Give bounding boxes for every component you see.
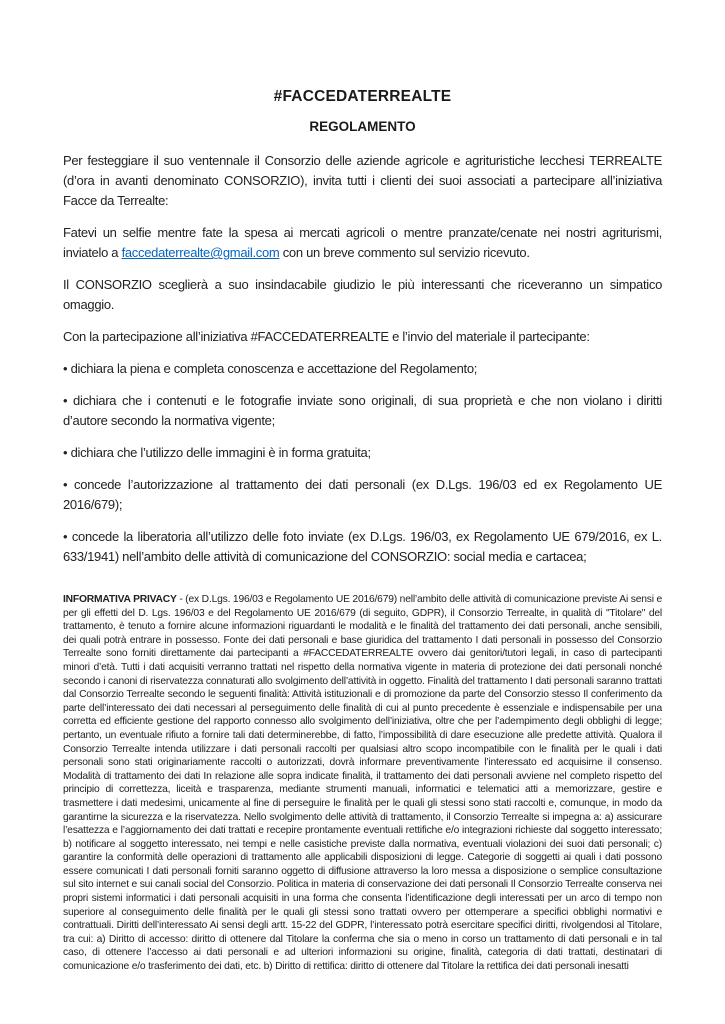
document-title: #FACCEDATERREALTE <box>273 88 452 105</box>
paragraph-intro: Per festeggiare il suo ventennale il Consorzio delle aziende agricole e agrituristiche lecchesi TERREALTE (d’ora in avanti denominato CONSORZIO), invita tutti i clienti dei suoi associati a partecipare all’iniziativa Facce da Terrealte: <box>63 153 662 208</box>
privacy-body: - (ex D.Lgs. 196/03 e Regolamento UE 2016/679) nell’ambito delle attività di comunicazione previste Ai sensi e per gli effetti del D. Lgs. 196/03 e del Regolamento UE 2016/679 (di seguito, GDPR), il Consorzio Terrealte, in qualità di "Titolare" del trattamento, è tenuto a fornire alcune informazioni riguardanti le modalità e le finalità del trattamento dei dati personali, anche sensibili, dei quali potrà entrare in possesso. Fonte dei dati personali e base giuridica del trattamento I dati personali in possesso del Consorzio Terrealte sono forniti direttamente dai partecipanti a #FACCEDATERREALTE ovvero dai genitori/tutori legali, in caso di partecipanti minori d’età. Tutti i dati acquisiti verranno trattati nel rispetto della normativa vigente in materia di protezione dei dati personali nonché secondo i canoni di riservatezza connaturati allo svolgimento dell’attività in oggetto. Finalità del trattamento I dati personali saranno trattati dal Consorzio Terrealte secondo le seguenti finalità: Attività istituzionali e di promozione da parte del Consorzio stesso Il conferimento da parte dell’interessato dei dati necessari al perseguimento delle finalità di cui al punto precedente è essenziale e indispensabile per una corretta ed efficiente gestione del rapporto connesso allo svolgimento dell’iniziativa, oltre che per l’adempimento degli obblighi di legge; pertanto, un eventuale rifiuto a fornire tali dati determinerebbe, di fatto, l’impossibilità di dare esecuzione alle predette attività. Qualora il Consorzio Terrealte intenda utilizzare i dati personali raccolti per qualsiasi altro scopo incompatibile con le finalità per le quali i dati personali sono stati originariamente raccolti o autorizzati, dovrà informare preventivamente l’interessato ed acquisirne il consenso. Modalità di trattamento dei dati In relazione alle sopra indicate finalità, il trattamento dei dati personali avviene nel completo rispetto del principio di correttezza, liceità e trasparenza, mediante strumenti manuali, informatici e telematici atti a memorizzare, gestire e trasmettere i dati medesimi, unicamente al fine di perseguire le finalità per le quali gli stessi sono stati raccolti e, comunque, in modo da garantirne la sicurezza e la riservatezza. Nello svolgimento delle attività di trattamento, il Consorzio Terrealte si impegna a: a) assicurare l’esattezza e l’aggiornamento dei dati trattati e recepire prontamente eventuali rettifiche e/o integrazioni richieste dal soggetto interessato; b) notificare al soggetto interessato, nei tempi e nelle casistiche previste dalla normativa, eventuali violazioni dei suoi dati personali; c) garantire la conformità delle operazioni di trattamento alle applicabili disposizioni di legge. Categorie di soggetti ai quali i dati possono essere comunicati I dati personali forniti saranno oggetto di diffusione attraverso la loro messa a disposizione o semplice consultazione sul sito internet e sui canali social del Consorzio. Politica in materia di conservazione dei dati personali Il Consorzio Terrealte conserva nei propri sistemi informatici i dati personali acquisiti in una forma che consenta l’identificazione degli interessati per un arco di tempo non superiore al conseguimento delle finalità per le quali gli stessi sono trattati ovvero per ottemperare a specifici obblighi normativi e contrattuali. Diritti dell’interessato Ai sensi degli artt. 15-22 del GDPR, l’interessato potrà esercitare specifici diritti, rivolgendosi al Titolare, tra cui: a) Diritto di accesso: diritto di ottenere dal Titolare la conferma che sia o meno in corso un trattamento di dati personali e in tal caso, di ottenere l’accesso ai dati personali e ad ulteriori informazioni su origine, finalità, categoria di dati trattati, destinatari di comunicazione e/o trasferimento dei dati, etc. b) Diritto di rettifica: diritto di ottenere dal Titolare la rettifica dei dati personali inesatti <box>63 594 662 973</box>
email-link[interactable]: faccedaterrealte@gmail.com <box>121 245 280 260</box>
bullet-item-autorizzazione: • concede l’autorizzazione al trattamento dei dati personali (ex D.Lgs. 196/03 ed ex Regolamento UE 2016/679); <box>63 477 662 512</box>
paragraph-participation: Con la partecipazione all’iniziativa #FACCEDATERREALTE e l’invio del materiale il partecipante: <box>63 329 590 344</box>
bullet-item-regolamento: • dichiara la piena e completa conoscenza e accettazione del Regolamento; <box>63 361 478 376</box>
paragraph-instructions <box>63 223 662 263</box>
bullet-item-originali: • dichiara che i contenuti e le fotografie inviate sono originali, di sua proprietà e che non violano i diritti d’autore secondo la normativa vigente; <box>63 393 662 428</box>
paragraph-text-after-link: con un breve commento sul servizio ricevuto. <box>279 245 530 260</box>
bullet-item-gratuita: • dichiara che l’utilizzo delle immagini è in forma gratuita; <box>63 445 371 460</box>
bullet-item-liberatoria: • concede la liberatoria all’utilizzo delle foto inviate (ex D.Lgs. 196/03, ex Regolamento UE 679/2016, ex L. 633/1941) nell’ambito delle attività di comunicazione del CONSORZIO: social media e cartacea; <box>63 529 662 564</box>
privacy-heading: INFORMATIVA PRIVACY <box>63 594 177 605</box>
paragraph-text-before-link: Fatevi un selfie mentre fate la spesa ai mercati agricoli o mentre pranzate/cenate nei nostri agriturismi, inviatelo a <box>63 225 662 260</box>
paragraph-selection: Il CONSORZIO sceglierà a suo insindacabile giudizio le più interessanti che riceveranno un simpatico omaggio. <box>63 277 662 312</box>
document-subtitle: REGOLAMENTO <box>309 119 416 134</box>
privacy-notice <box>63 593 662 974</box>
